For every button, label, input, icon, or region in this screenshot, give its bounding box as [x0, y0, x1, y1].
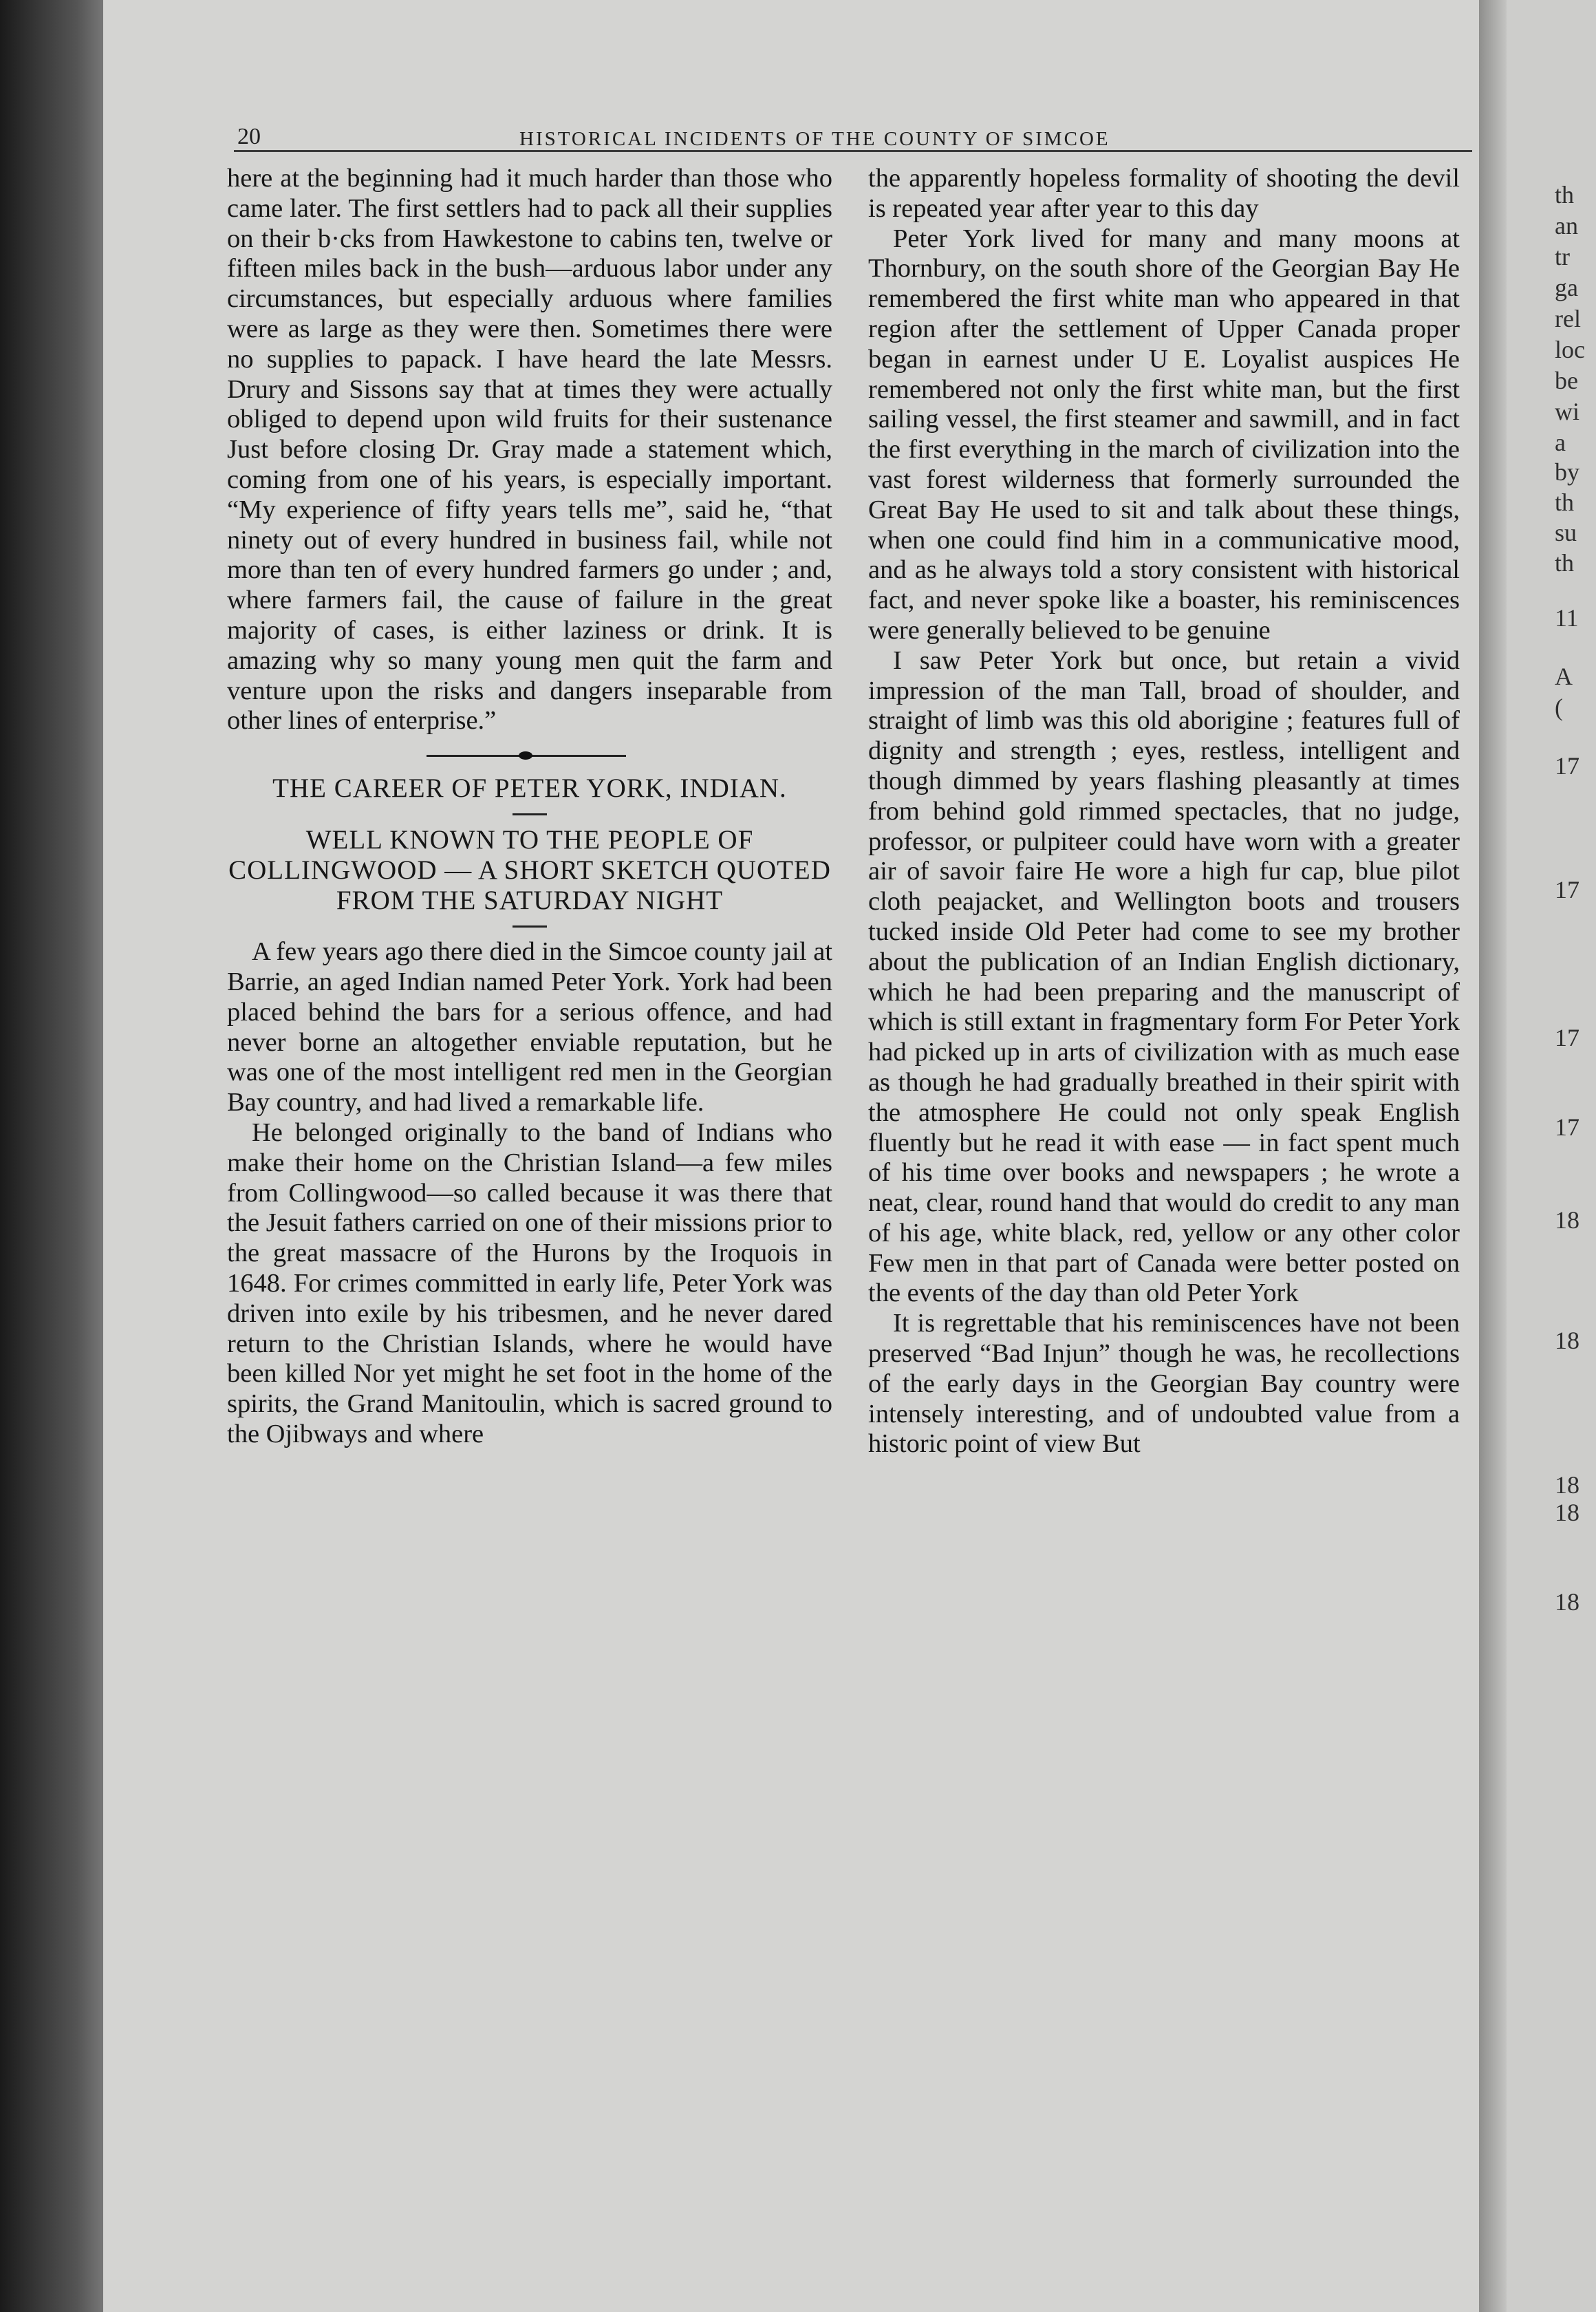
adjacent-fragment: rel — [1555, 305, 1581, 332]
article-subheading: WELL KNOWN TO THE PEOPLE OF COLLINGWOOD — A SHORT SKETCH QUOTED FROM THE SATURDAY NIGHT — [228, 825, 831, 916]
paragraph: Peter York lived for many and many moons at Thornbury, on the south shore of the Georgian Bay He remembered the first white man who appeared in that region after the settlement of Upper Canada proper began in earnest under U E. Loyalist auspices He remembered not only the first white man, but the first sailing vessel, the first steamer and sawmill, and in fact the first everything in the march of civilization into the vast forest wilderness that formerly surrounded the Great Bay He used to sit and talk about these things, when one could find him in a communicative mood, and as he always told a story consistent with historical fact, and never spoke like a boaster, his reminiscences were generally believed to be genuine — [868, 224, 1460, 645]
section-ornament-rule — [227, 742, 832, 769]
adjacent-page — [1507, 0, 1596, 2312]
paragraph: A few years ago there died in the Simcoe county jail at Barrie, an aged Indian named Peter York. York had been placed behind the bars for a serious offence, and had never borne an altogether enviable reputation, but he was one of the most intelligent red men in the Georgian Bay country, and had lived a remarkable life. — [227, 937, 832, 1117]
adjacent-fragment: tr — [1555, 243, 1570, 270]
adjacent-fragment: 18 — [1555, 1206, 1579, 1234]
adjacent-fragment: ( — [1555, 694, 1563, 721]
adjacent-fragment: th — [1555, 181, 1575, 208]
adjacent-fragment: th — [1555, 549, 1575, 577]
running-head — [134, 117, 1476, 158]
adjacent-fragment: 17 — [1555, 1024, 1579, 1051]
adjacent-fragment: 17 — [1555, 1113, 1579, 1141]
heading-dash — [513, 925, 547, 928]
adjacent-fragment: A — [1555, 663, 1573, 690]
adjacent-fragment: an — [1555, 212, 1578, 239]
scan-left-edge — [0, 0, 103, 2312]
article-heading: THE CAREER OF PETER YORK, INDIAN. — [272, 773, 787, 804]
adjacent-fragment: 18 — [1555, 1588, 1579, 1616]
paragraph: I saw Peter York but once, but retain a vivid impression of the man Tall, broad of shoulder, and straight of limb was this old aborigine ; features full of dignity and strength ; eyes, restless, intelligent and though dimmed by years flashing pleasantly at times from behind gold rimmed spectacles, that no judge, professor, or pulpiteer could have worn with a greater air of savoir faire He wore a high fur cap, blue pilot cloth peajacket, and Wellington boots and trousers tucked inside Old Peter had come to see my brother about the publication of an Indian English dictionary, which he had been preparing and the manuscript of which is still extant in fragmentary form For Peter York had picked up in arts of civilization with as much ease as though he had gradually breathed in their spirit with the atmosphere He could not only speak English fluently but he read it with ease — in fact spent much of his time over books and newspapers ; he wrote a neat, clear, round hand that would do credit to any man of his age, white black, red, yellow or any other color Few men in that part of Canada were better posted on the events of the day than old Peter York — [868, 645, 1460, 1308]
adjacent-fragment: 17 — [1555, 752, 1579, 780]
adjacent-fragment: 17 — [1555, 876, 1579, 903]
paragraph: the apparently hopeless formality of shooting the devil is repeated year after year to this day — [868, 164, 1460, 223]
gutter-shadow — [1479, 0, 1507, 2312]
paragraph: He belonged originally to the band of Indians who make their home on the Christian Island—a few miles from Collingwood—so called because it was there that the Jesuit fathers carried on one of their missions prior to the great massacre of the Hurons by the Iroquois in 1648. For crimes committed in early life, Peter York was driven into exile by his tribesmen, and he never dared return to the Christian Islands, where he would have been killed Nor yet might he set foot in the home of the spirits, the Grand Manitoulin, which is sacred ground to the Ojibways and where — [227, 1117, 832, 1448]
running-head-title: HISTORICAL INCIDENTS OF THE COUNTY OF SIMCOE — [519, 128, 1110, 150]
adjacent-fragment: loc — [1555, 336, 1585, 363]
header-rule — [234, 150, 1472, 152]
adjacent-fragment: th — [1555, 489, 1575, 516]
adjacent-fragment: ga — [1555, 274, 1578, 301]
adjacent-fragment: be — [1555, 367, 1578, 394]
text-column-left — [227, 164, 832, 1450]
adjacent-fragment: 18 — [1555, 1471, 1579, 1499]
paragraph: It is regrettable that his reminiscences have not been preserved “Bad Injun” though he was, he recollections of the early days in the Georgian Bay country were intensely interesting, and of undoubted value from a historic point of view But — [868, 1309, 1460, 1459]
adjacent-fragment: 18 — [1555, 1327, 1579, 1354]
text-column-right — [868, 164, 1460, 1459]
adjacent-fragment: su — [1555, 519, 1577, 546]
adjacent-fragment: 11 — [1555, 604, 1579, 632]
page-number: 20 — [237, 124, 261, 149]
adjacent-fragment: wi — [1555, 398, 1579, 425]
heading-dash — [513, 813, 547, 815]
adjacent-fragment: 18 — [1555, 1499, 1579, 1526]
paragraph: here at the beginning had it much harder than those who came later. The first settlers had to pack all their supplies on their b·cks from Hawkestone to cabins ten, twelve or fifteen miles back in the bush—arduous labor under any circumstances, but especially arduous where families were as large as they were then. Sometimes there were no supplies to papack. I have heard the late Messrs. Drury and Sissons say that at times they were actually obliged to depend upon wild fruits for their sustenance Just before closing Dr. Gray made a statement which, coming from one of his years, is especially important. “My experience of fifty years tells me”, said he, “that ninety out of every hundred in business fail, while not more than ten of every hundred farmers go under ; and, where farmers fail, the cause of failure in the great majority of cases, is either laziness or drink. It is amazing why so many young men quit the farm and venture upon the risks and dangers inseparable from other lines of enterprise.” — [227, 164, 832, 736]
adjacent-fragment: by — [1555, 458, 1579, 486]
adjacent-fragment: a — [1555, 429, 1566, 456]
